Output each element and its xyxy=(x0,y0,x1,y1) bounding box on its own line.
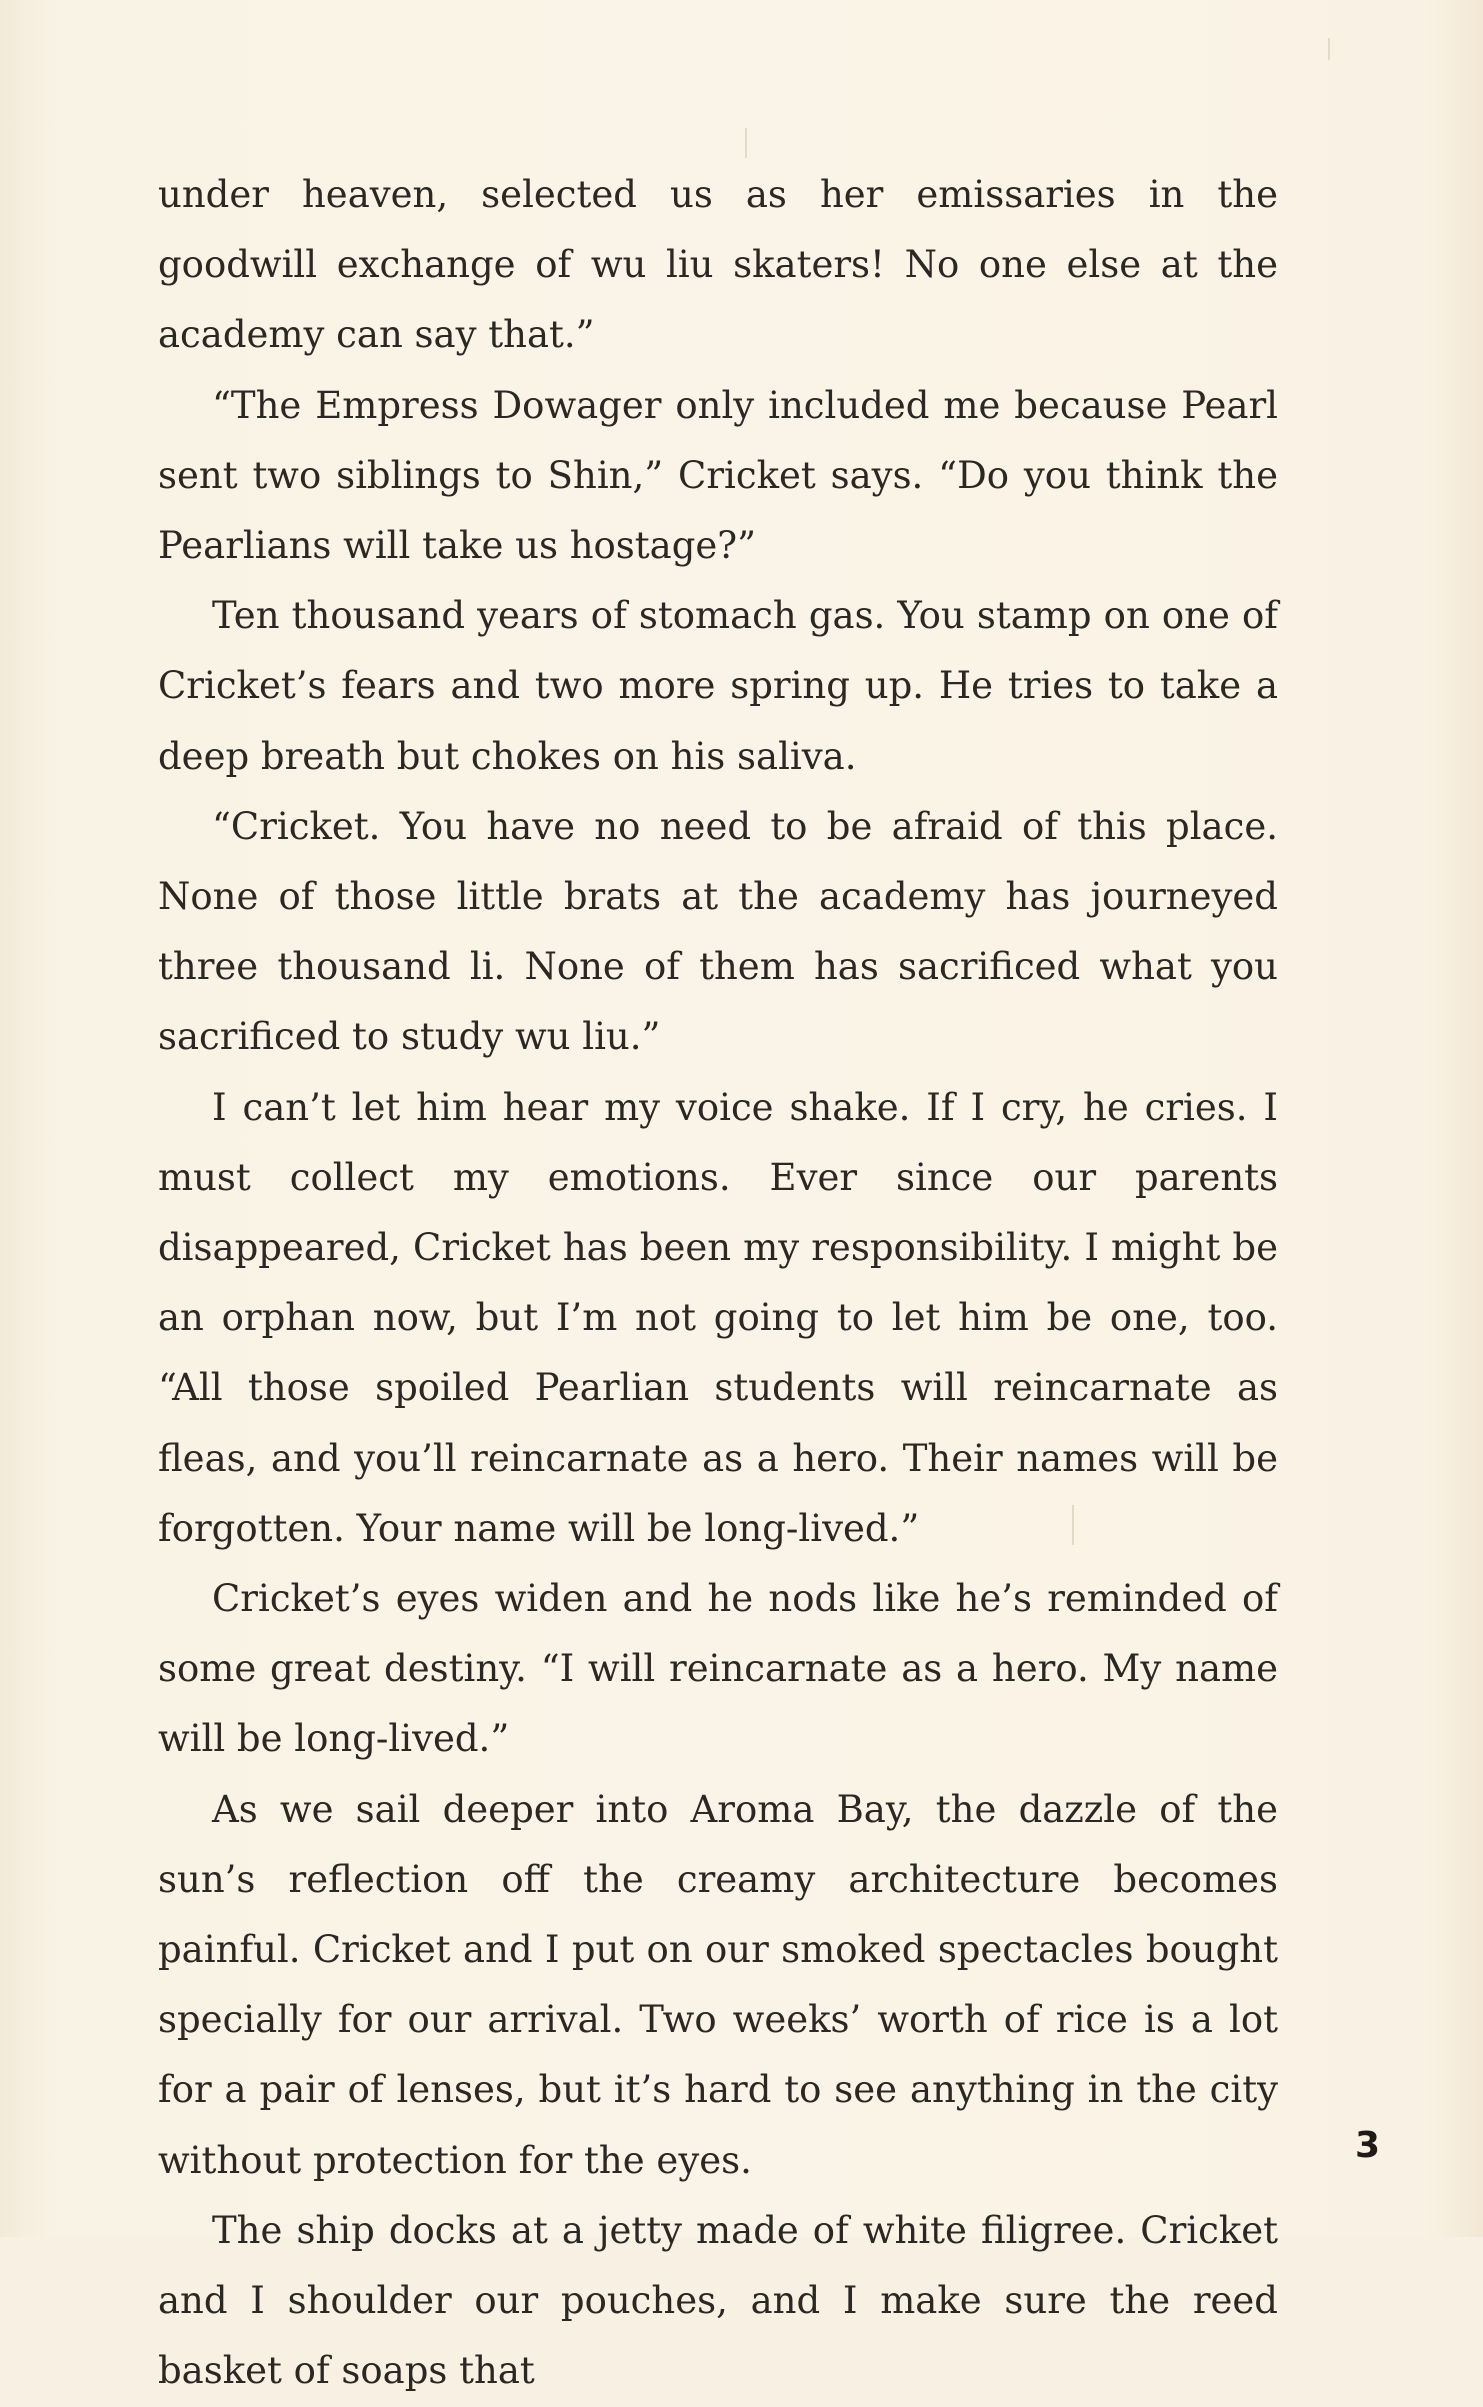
paragraph: Cricket’s eyes widen and he nods like he’s reminded of some great destiny. “I will reincarnate as a hero. My name will be long-lived.” xyxy=(158,1577,1278,1761)
paragraph: The ship docks at a jetty made of white filigree. Cricket and I shoulder our pouches, and I make sure the reed basket of soaps that xyxy=(158,2208,1278,2393)
paragraph: As we sail deeper into Aroma Bay, the dazzle of the sun’s reflection off the creamy architecture becomes painful. Cricket and I put on our smoked spectacles bought specially for our arrival. Two weeks’ worth of rice is a lot for a pair of lenses, but it’s hard to see anything in the city without protection for the eyes. xyxy=(158,1787,1278,2182)
paragraph: Ten thousand years of stomach gas. You stamp on one of Cricket’s fears and two more spring up. He tries to take a deep breath but chokes on his saliva. xyxy=(158,594,1278,778)
page-number: 3 xyxy=(1355,2125,1381,2166)
body-text xyxy=(158,160,1278,2407)
paper-speck xyxy=(1328,38,1330,60)
paragraph: I can’t let him hear my voice shake. If I cry, he cries. I must collect my emotions. Ever since our parents disappeared, Cricket has been my responsibility. I might be an orphan now, but I’m not going to let him be one, too. “All those spoiled Pearlian students will reincarnate as fleas, and you’ll reincarnate as a hero. Their names will be forgotten. Your name will be long-lived.” xyxy=(158,1085,1278,1550)
paragraph: under heaven, selected us as her emissaries in the goodwill exchange of wu liu skaters! No one else at the academy can say that.” xyxy=(158,173,1278,357)
paragraph: “The Empress Dowager only included me because Pearl sent two siblings to Shin,” Cricket says. “Do you think the Pearlians will take us hostage?” xyxy=(158,383,1278,568)
paper-speck xyxy=(745,128,747,158)
paragraph: “Cricket. You have no need to be afraid of this place. None of those little brats at the academy has journeyed three thousand li. None of them has sacrificed what you sacrificed to study wu liu.” xyxy=(158,804,1278,1059)
